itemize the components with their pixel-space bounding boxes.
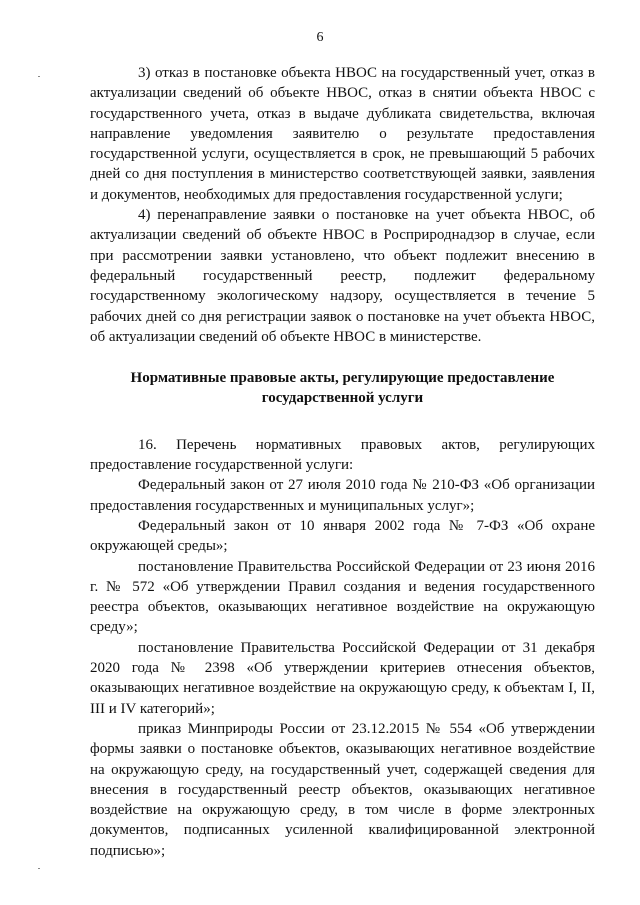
section-heading-line-2: государственной услуги bbox=[261, 390, 424, 407]
legal-act-order-554: приказ Минприроды России от 23.12.2015 № 554 «Об утверждении формы заявки о постановке объектов, оказывающих негативное воздействие на окружающую среду, на государственный учет, содержащей сведения для внесения в государственный реестр объектов, оказывающих негативное воздействие на окружающую среду, в том числе в форме электронных документов, подписанных усиленной квалифицированной электронной подписью»; bbox=[90, 720, 595, 859]
document-body bbox=[90, 63, 595, 861]
paragraph-item-3: 3) отказ в постановке объекта НВОС на государственный учет, отказ в актуализации сведений об объекте НВОС, отказ в снятии объекта НВОС с государственного учета, отказ в выдаче дубликата свидетельства, включая направление уведомления заявителю о результате предоставления государственной услуги, осуществляется в срок, не превышающий 5 рабочих дней со дня поступления в министерство соответствующей заявки, заявления и документов, необходимых для предоставления государственной услуги; bbox=[90, 65, 595, 203]
scan-margin-mark bbox=[38, 76, 40, 77]
legal-act-resolution-572: постановление Правительства Российской Федерации от 23 июня 2016 г. № 572 «Об утверждении Правил создания и ведения государственного реестра объектов, оказывающих негативное воздействие на окружающую среду»; bbox=[90, 558, 595, 636]
section-heading bbox=[90, 368, 595, 409]
scan-margin-mark bbox=[38, 868, 40, 869]
legal-act-federal-law-7: Федеральный закон от 10 января 2002 года № 7-ФЗ «Об охране окружающей среды»; bbox=[90, 517, 595, 555]
legal-act-resolution-2398: постановление Правительства Российской Федерации от 31 декабря 2020 года № 2398 «Об утверждении критериев отнесения объектов, оказывающих негативное воздействие на окружающую среду, к объектам I, II, III и IV категорий»; bbox=[90, 639, 595, 717]
paragraph-16: 16. Перечень нормативных правовых актов, регулирующих предоставление государственной услуги: bbox=[90, 436, 595, 474]
paragraph-item-4: 4) перенаправление заявки о постановке на учет объекта НВОС, об актуализации сведений об объекте НВОС в Росприроднадзор в случае, если при рассмотрении заявки установлено, что объект подлежит внесению в федеральный государственный реестр, подлежит федеральному государственному экологическому надзору, осуществляется в течение 5 рабочих дней со дня регистрации заявок о постановке на учет объекта НВОС, об актуализации сведений об объекте НВОС в министерстве. bbox=[90, 207, 595, 345]
page-number: 6 bbox=[316, 30, 324, 45]
section-heading-line-1: Нормативные правовые акты, регулирующие предоставление bbox=[130, 370, 555, 387]
legal-act-federal-law-210: Федеральный закон от 27 июля 2010 года № 210-ФЗ «Об организации предоставления государственных и муниципальных услуг»; bbox=[90, 477, 595, 514]
